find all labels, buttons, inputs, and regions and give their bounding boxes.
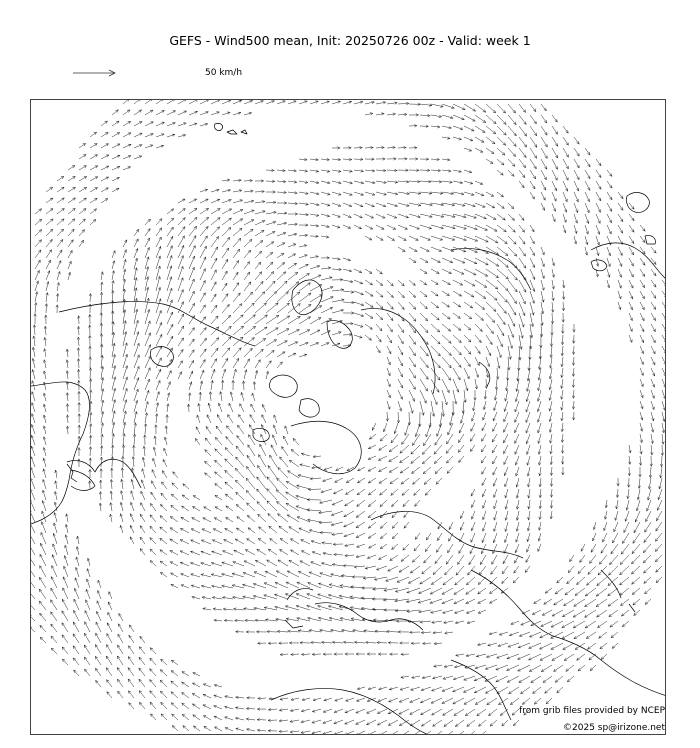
coastline-asia-mid — [371, 511, 523, 558]
chart-title: GEFS - Wind500 mean, Init: 20250726 00z - Valid: week 1 — [169, 33, 531, 48]
coastline-japan — [601, 570, 635, 612]
coastline-arctic-islands — [253, 375, 319, 442]
coastline-islands-1 — [214, 123, 247, 134]
coastline-hudson — [150, 347, 173, 367]
wind-arrow-field — [31, 100, 666, 735]
wind-vectors — [31, 100, 666, 735]
coastline-asia-south — [471, 570, 666, 696]
coastline-alaska — [67, 459, 141, 488]
coastline-alaska-island — [67, 464, 77, 482]
map-canvas — [31, 100, 666, 735]
coastline-arabia — [451, 660, 511, 720]
reference-arrow-icon — [72, 66, 118, 80]
coastline-scandinavia — [327, 320, 352, 348]
coastline-north-america — [31, 382, 89, 524]
wind-map — [30, 99, 666, 735]
coastline-pacific-islands — [626, 193, 655, 244]
coastline-africa-north — [271, 688, 431, 735]
reference-speed-label: 50 km/h — [205, 68, 243, 78]
data-source-credit: from grib files provided by NCEP — [519, 706, 665, 716]
coastline-east-asia-island — [591, 260, 607, 271]
coastlines — [31, 123, 666, 735]
copyright-credit: ©2025 sp@irizone.net — [563, 723, 665, 733]
coastline-canada-arctic — [59, 302, 255, 346]
